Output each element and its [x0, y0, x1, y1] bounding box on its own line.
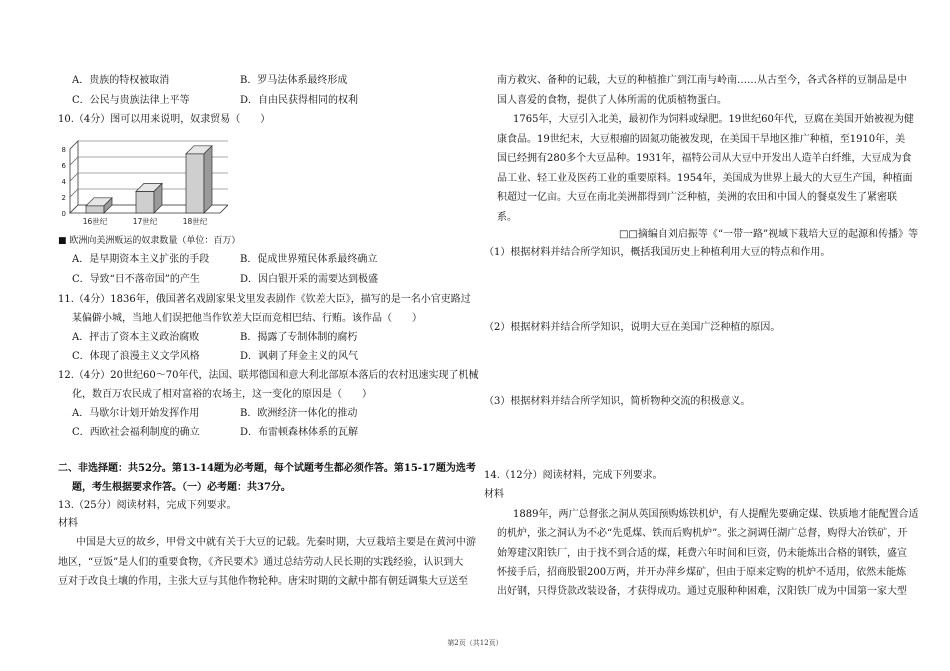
q14-stem: 14.（12分）阅读材料，完成下列要求。 [484, 470, 663, 481]
y-tick-label: 2 [61, 194, 66, 202]
bar-1 [86, 206, 104, 213]
q10-stem: 10.（4分）图可以用来说明，奴隶贸易（ ） [58, 114, 271, 125]
q10-option-b: B．促成世界殖民体系最终确立 [240, 254, 378, 265]
q13-stem: 13.（25分）阅读材料，完成下列要求。 [58, 500, 237, 511]
requirement-3: （3）根据材料并结合所学知识，简析物种交流的积极意义。 [484, 396, 751, 407]
bar-3 [186, 154, 204, 213]
q11-option-c: C．体现了浪漫主义文学风格 [72, 351, 200, 362]
q9-option-c: C．公民与贵族法律上平等 [72, 95, 190, 106]
q10-option-d: D．因白银开采的需要达到极盛 [240, 274, 379, 285]
q13-material-line3: 豆对于改良土壤的作用，主张大豆与其他作物轮种。唐宋时期的文献中都有朝廷调集大豆送至 [58, 576, 468, 587]
q14-material-line5: 出好钢，只得贷款改装设备，才获得成功。通过克服种种困难，汉阳铁厂成为中国第一家大型 [497, 586, 907, 597]
page-footer: 第2页（共12页） [447, 639, 503, 647]
q12-option-c: C．西欧社会福利制度的确立 [72, 427, 200, 438]
material-line-6: 品工业、轻工业及医药工业的重要原料。1954年，美国成为世界上最大的大豆生产国，种植面 [497, 173, 913, 184]
requirement-1: （1）根据材料并结合所学知识，概括我国历史上种植利用大豆的特点和作用。 [484, 247, 831, 258]
section-2-heading-line2: 题，考生根据要求作答。（一）必考题：共37分。 [72, 482, 291, 493]
material-line-1: 南方救灾、备种的记载，大豆的种植推广到江南与岭南……从古至今，各式各样的豆制品是中 [497, 75, 907, 86]
q11-stem-line1: 11.（4分）1836年，俄国著名戏剧家果戈里发表剧作《钦差大臣》，描写的是一名小官吏路过 [58, 294, 471, 305]
q9-option-b: B．罗马法体系最终形成 [240, 75, 348, 86]
material-line-4: 康食品。19世纪末，大豆根瘤的固氮功能被发现，在美国干旱地区推广种植，至1910年，美 [497, 134, 906, 145]
x-tick-label: 16世纪 [82, 217, 108, 226]
q14-material-line2: 的机炉，张之洞认为不必“先觅煤、铁而后购机炉”。张之洞调任湖广总督，购得大冶铁矿，开 [497, 528, 908, 539]
material-line-7: 积超过一亿亩。大豆在南北美洲都得到广泛种植，美洲的农田和中国人的餐桌发生了紧密联 [497, 192, 897, 203]
material-source: □□摘编自刘启振等《“一带一路”视域下栽培大豆的起源和传播》等 [619, 229, 919, 240]
q13-material-label: 材料 [58, 518, 78, 529]
slave-trade-bar-chart [58, 133, 228, 229]
bar-2 [136, 191, 154, 213]
q14-material-line3: 始筹建汉阳铁厂，由于找不到合适的煤，耗费六年时间和巨资，仍未能炼出合格的钢铁，盛宣 [497, 548, 907, 559]
q12-option-d: D．布雷顿森林体系的瓦解 [240, 427, 359, 438]
q12-option-a: A．马歇尔计划开始发挥作用 [72, 408, 200, 419]
q10-option-c: C．导致“日不落帝国”的产生 [72, 274, 200, 285]
q13-material-line1: 中国是大豆的故乡，甲骨文中就有关于大豆的记载。先秦时期，大豆栽培主要是在黄河中游 [76, 537, 476, 548]
material-line-2: 国人喜爱的食物，提供了人体所需的优质植物蛋白。 [497, 95, 727, 106]
bar-side-3 [204, 146, 212, 213]
q14-material-label: 材料 [484, 489, 504, 500]
q13-material-line2: 地区，“豆饭”是人们的重要食物，《齐民要术》通过总结劳动人民长期的实践经验，认识到大 [58, 557, 464, 568]
y-tick-label: 6 [61, 162, 66, 170]
q9-option-d: D．自由民获得相同的权利 [240, 95, 359, 106]
material-line-3: 1765年，大豆引入北美，最初作为饲料或绿肥。19世纪60年代，豆腐在美国开始被视为健 [513, 114, 914, 125]
y-tick-label: 4 [61, 178, 66, 186]
q9-option-a: A．贵族的特权被取消 [72, 75, 170, 86]
x-tick-label: 17世纪 [132, 217, 158, 226]
y-tick-label: 8 [61, 146, 66, 154]
q12-stem-line1: 12.（4分）20世纪60～70年代，法国、联邦德国和意大利北部原本落后的农村迅速实现了机械 [58, 370, 479, 381]
q12-option-b: B．欧洲经济一体化的推动 [240, 408, 358, 419]
material-line-5: 国已经拥有280多个大豆品种。1931年，福特公司从大豆中开发出人造羊白纤维，大豆成为食 [497, 153, 912, 164]
y-tick-label: 0 [61, 210, 66, 218]
x-tick-label: 18世纪 [182, 217, 208, 226]
q14-material-line1: 1889年，两广总督张之洞从英国预购炼铁机炉，有人提醒先要确定煤、铁质地才能配置合适 [513, 509, 919, 520]
q11-option-a: A．抨击了资本主义政治腐败 [72, 332, 200, 343]
chart-caption: ■ 欧洲向美洲贩运的奴隶数量（单位：百万） [58, 236, 241, 246]
q11-option-b: B．揭露了专制体制的腐朽 [240, 332, 358, 343]
requirement-2: （2）根据材料并结合所学知识，说明大豆在美国广泛种植的原因。 [484, 322, 781, 333]
q11-stem-line2: 某偏僻小城，当地人们误把他当作钦差大臣而竞相巴结、行贿。该作品（ ） [72, 313, 422, 324]
material-line-8: 系。 [497, 212, 517, 223]
section-2-heading-line1: 二、非选择题：共52分。第13-14题为必考题，每个试题考生都必须作答。第15-17题为选考 [58, 463, 476, 474]
q10-option-a: A．是早期资本主义扩张的手段 [72, 254, 210, 265]
q14-material-line4: 怀接手后，招商股银200万两，并开办萍乡煤矿，但由于原来定购的机炉不适用，依然未能炼 [497, 567, 907, 578]
q12-stem-line2: 化，数百万农民成了相对富裕的农场主，这一变化的原因是（ ） [72, 389, 372, 400]
q11-option-d: D．讽刺了拜金主义的风气 [240, 351, 359, 362]
